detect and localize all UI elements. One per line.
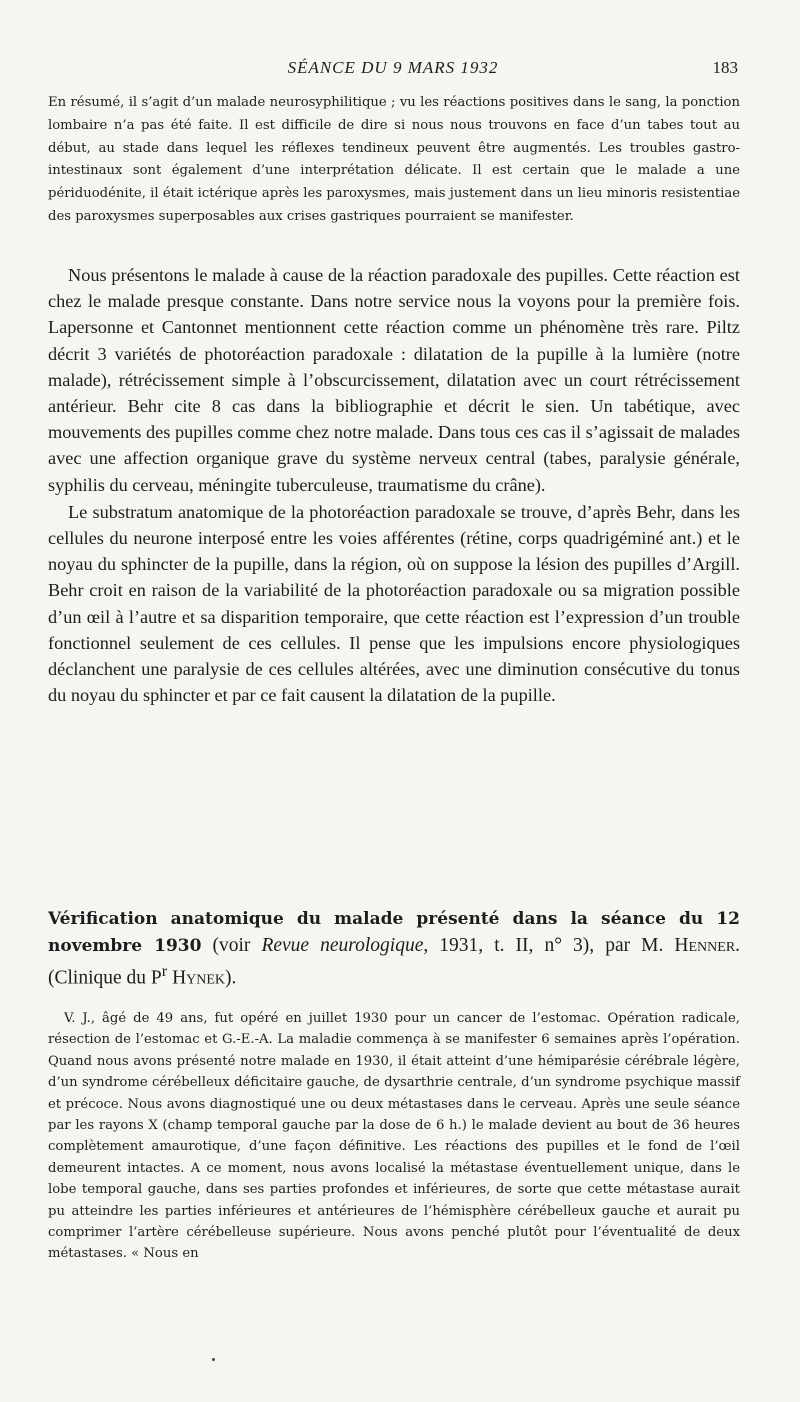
article-ref-close: , 1931, t. II, n° 3), par M. <box>423 934 675 956</box>
running-title: SÉANCE DU 9 MARS 1932 <box>287 58 499 77</box>
discussion-section <box>48 262 740 708</box>
clinic-title-sup: r <box>161 962 168 980</box>
article-heading <box>48 906 740 991</box>
ink-speck <box>212 1358 215 1361</box>
clinic-close: ). <box>225 967 237 989</box>
author-name: Henner <box>674 934 736 956</box>
article-ref-open: (voir <box>201 934 262 956</box>
case-text: V. J., âgé de 49 ans, fut opéré en juillet 1930 pour un cancer de l’estomac. Opération radicale, résection de l’estomac et G.-E.-A. La maladie commença à se manifester 6 semaines après l’opération. Quand nous avons présenté notre malade en 1930, il était atteint d’une hémiparésie cérébrale légère, d’un syndrome cérébelleux déficitaire gauche, de dysarthrie centrale, d’un syndrome psychique massif et précoce. Nous avons diagnostiqué une ou deux métastases dans le cerveau. Après une seule séance par les rayons X (champ temporal gauche par la dose de 6 h.) le malade devient au bout de 36 heures complètement amaurotique, d’une façon définitive. Les réactions des pupilles et le fond de l’œil demeurent intactes. A ce moment, nous avons localisé la métastase éventuellement unique, dans le lobe temporal gauche, dans ses parties profondes et inférieures, de sorte que cette métastase aurait pu atteindre les parties inférieures et antérieures de l’hémisphère cérébelleux gauche et aurait pu comprimer l’artère cérébelleuse supérieure. Nous avons penché plutôt pour l’éventualité de deux métastases. « Nous en <box>48 1011 740 1262</box>
page-number: 183 <box>712 58 738 77</box>
summary-text: En résumé, il s’agit d’un malade neurosyphilitique ; vu les réactions positives dans le sang, la ponction lombaire n’a pas été faite. Il est difficile de dire si nous nous trouvons en face d’un tabes tout au début, au stade dans lequel les réflexes tendineux peuvent être augmentés. Les troubles gastro-intestinaux sont également d’une interprétation délicate. Il est certain que le malade a une périduodénite, il était ictérique après les paroxysmes, mais justement dans un lieu minoris resistentiae des paroxysmes superposables aux crises gastriques pourraient se manifester. <box>48 95 740 224</box>
discussion-paragraph-2: Le substratum anatomique de la photoréaction paradoxale se trouve, d’après Behr, dans les cellules du neurone interposé entre les voies afférentes (rétine, corps quadrigéminé ant.) et le noyau du sphincter de la pupille, dans la région, où on suppose la lésion des pupilles d’Argill. Behr croit en raison de la variabilité de la photoréaction paradoxale ou sa migration possible d’un œil à l’autre et sa disparition temporaire, que cette réaction est l’expression d’un trouble fonctionnel seulement de ces cellules. Il pense que les impulsions encore physiologiques déclanchent une paralysie de ces cellules altérées, avec une diminution consécutive du tonus du noyau du sphincter et par ce fait causent la dilatation de la pupille. <box>48 501 740 706</box>
clinic-open: . (Clinique du P <box>48 934 741 989</box>
clinic-name: Hynek <box>167 967 226 989</box>
summary-paragraph <box>48 92 740 229</box>
article-title: Vérification anatomique du malade présenté dans la séance du 12 novembre 1930 <box>48 909 740 956</box>
case-report <box>48 1008 740 1265</box>
page-header <box>48 58 738 78</box>
journal-name: Revue neurologique <box>261 934 424 956</box>
discussion-paragraph-1: Nous présentons le malade à cause de la réaction paradoxale des pupilles. Cette réaction est chez le malade presque constante. Dans notre service nous la voyons pour la première fois. Lapersonne et Cantonnet mentionnent cette réaction comme un phénomène très rare. Piltz décrit 3 variétés de photoréaction paradoxale : dilatation de la pupille à la lumière (notre malade), rétrécissement simple à l’obscurcissement, dilatation avec un court rétrécissement antérieur. Behr cite 8 cas dans la bibliographie et décrit le sien. Un tabétique, avec mouvements des pupilles comme chez notre malade. Dans tous ces cas il s’agissait de malades avec une affection organique grave du système nerveux central (tabes, paralysie générale, syphilis du cerveau, méningite tuberculeuse, traumatisme du crâne). <box>48 265 740 495</box>
